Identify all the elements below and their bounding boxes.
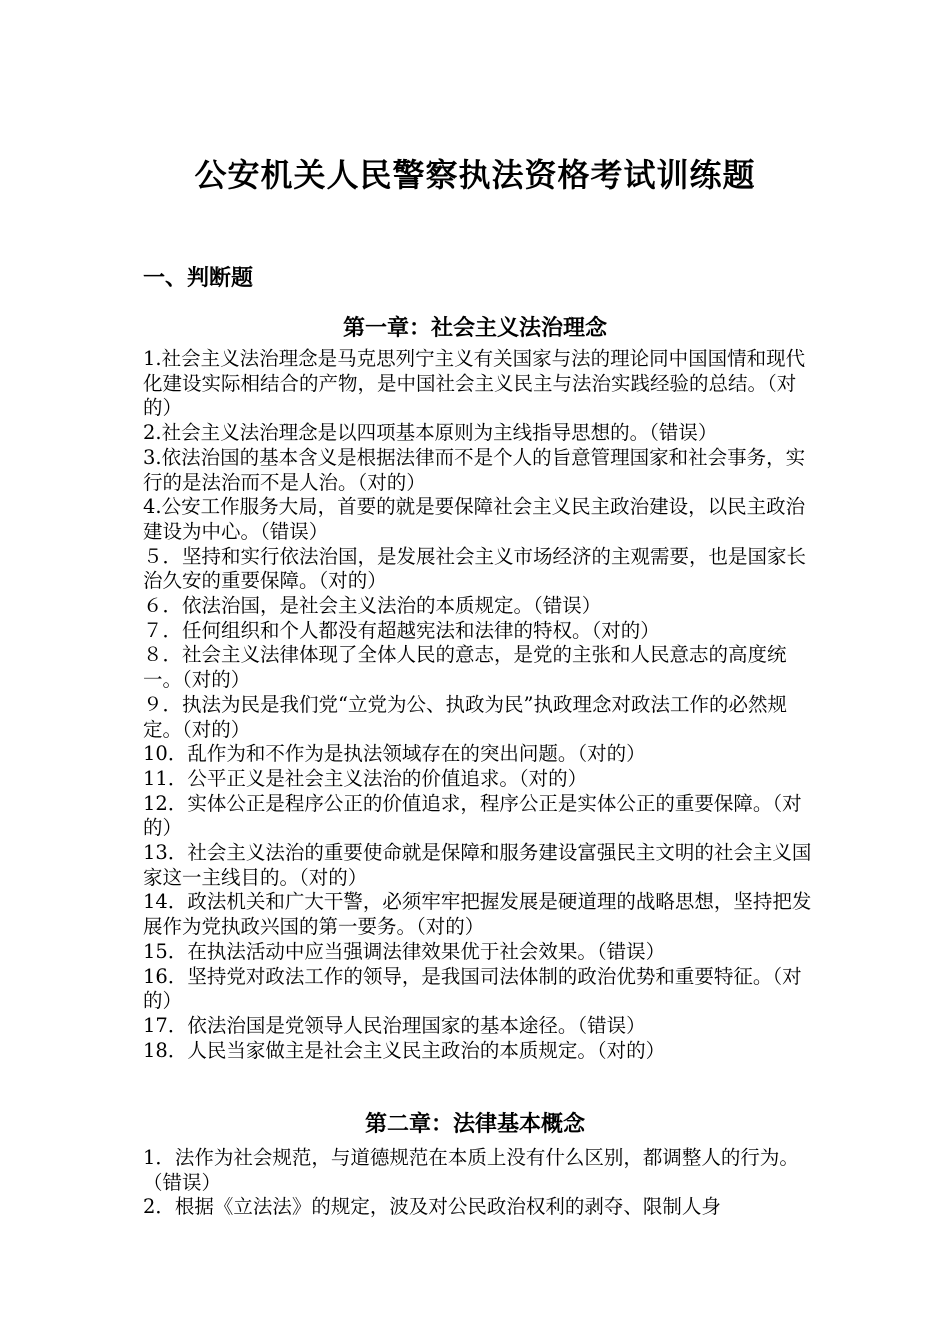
question-item: ５．坚持和实行依法治国，是发展社会主义市场经济的主观需要，也是国家长治久安的重要保障。（对的） [143, 544, 807, 593]
chapter-1-question-list [143, 347, 823, 1063]
chapter-1-heading: 第一章：社会主义法治理念 [342, 315, 607, 341]
question-item: ７．任何组织和个人都没有超越宪法和法律的特权。（对的） [143, 618, 660, 642]
question-item: ９．执法为民是我们党“立党为公、执政为民”执政理念对政法工作的必然规定。（对的） [143, 692, 787, 741]
question-item: 18．人民当家做主是社会主义民主政治的本质规定。（对的） [143, 1038, 666, 1062]
section-heading: 一、判断题 [143, 266, 254, 291]
question-item: 1.社会主义法治理念是马克思列宁主义有关国家与法的理论同中国国情和现代化建设实际相结合的产物，是中国社会主义民主与法治实践经验的总结。（对的） [143, 347, 806, 420]
question-item: 12．实体公正是程序公正的价值追求，程序公正是实体公正的重要保障。（对的） [143, 791, 802, 840]
question-item: 2.社会主义法治理念是以四项基本原则为主线指导思想的。（错误） [143, 421, 718, 445]
question-item: ８．社会主义法律体现了全体人民的意志，是党的主张和人民意志的高度统一。（对的） [143, 643, 787, 692]
question-item: 10．乱作为和不作为是执法领域存在的突出问题。（对的） [143, 742, 646, 766]
question-item: 11．公平正义是社会主义法治的价值追求。（对的） [143, 766, 588, 790]
question-item: 16．坚持党对政法工作的领导，是我国司法体制的政治优势和重要特征。（对的） [143, 964, 802, 1013]
question-item: ６．依法治国，是社会主义法治的本质规定。（错误） [143, 594, 602, 618]
document-title: 公安机关人民警察执法资格考试训练题 [194, 156, 756, 194]
question-item: 14．政法机关和广大干警，必须牢牢把握发展是硬道理的战略思想，坚持把发展作为党执政兴国的第一要务。（对的） [143, 890, 812, 939]
question-item: 2．根据《立法法》的规定，波及对公民政治权利的剥夺、限制人身 [143, 1195, 721, 1219]
chapter-2-heading: 第二章：法律基本概念 [364, 1111, 585, 1137]
question-item: 15．在执法活动中应当强调法律效果优于社会效果。（错误） [143, 939, 666, 963]
question-item: 4.公安工作服务大局，首要的就是要保障社会主义民主政治建设，以民主政治建设为中心。（错误） [143, 495, 806, 543]
question-item: 1．法作为社会规范，与道德规范在本质上没有什么区别，都调整人的行为。（错误） [143, 1146, 799, 1194]
question-item: 13．社会主义法治的重要使命就是保障和服务建设富强民主文明的社会主义国家这一主线目的。（对的） [143, 841, 812, 889]
chapter-2-question-list [143, 1146, 823, 1220]
question-item: 3.依法治国的基本含义是根据法律而不是个人的旨意管理国家和社会事务，实行的是法治而不是人治。（对的） [143, 445, 806, 494]
question-item: 17．依法治国是党领导人民治理国家的基本途径。（错误） [143, 1013, 646, 1037]
